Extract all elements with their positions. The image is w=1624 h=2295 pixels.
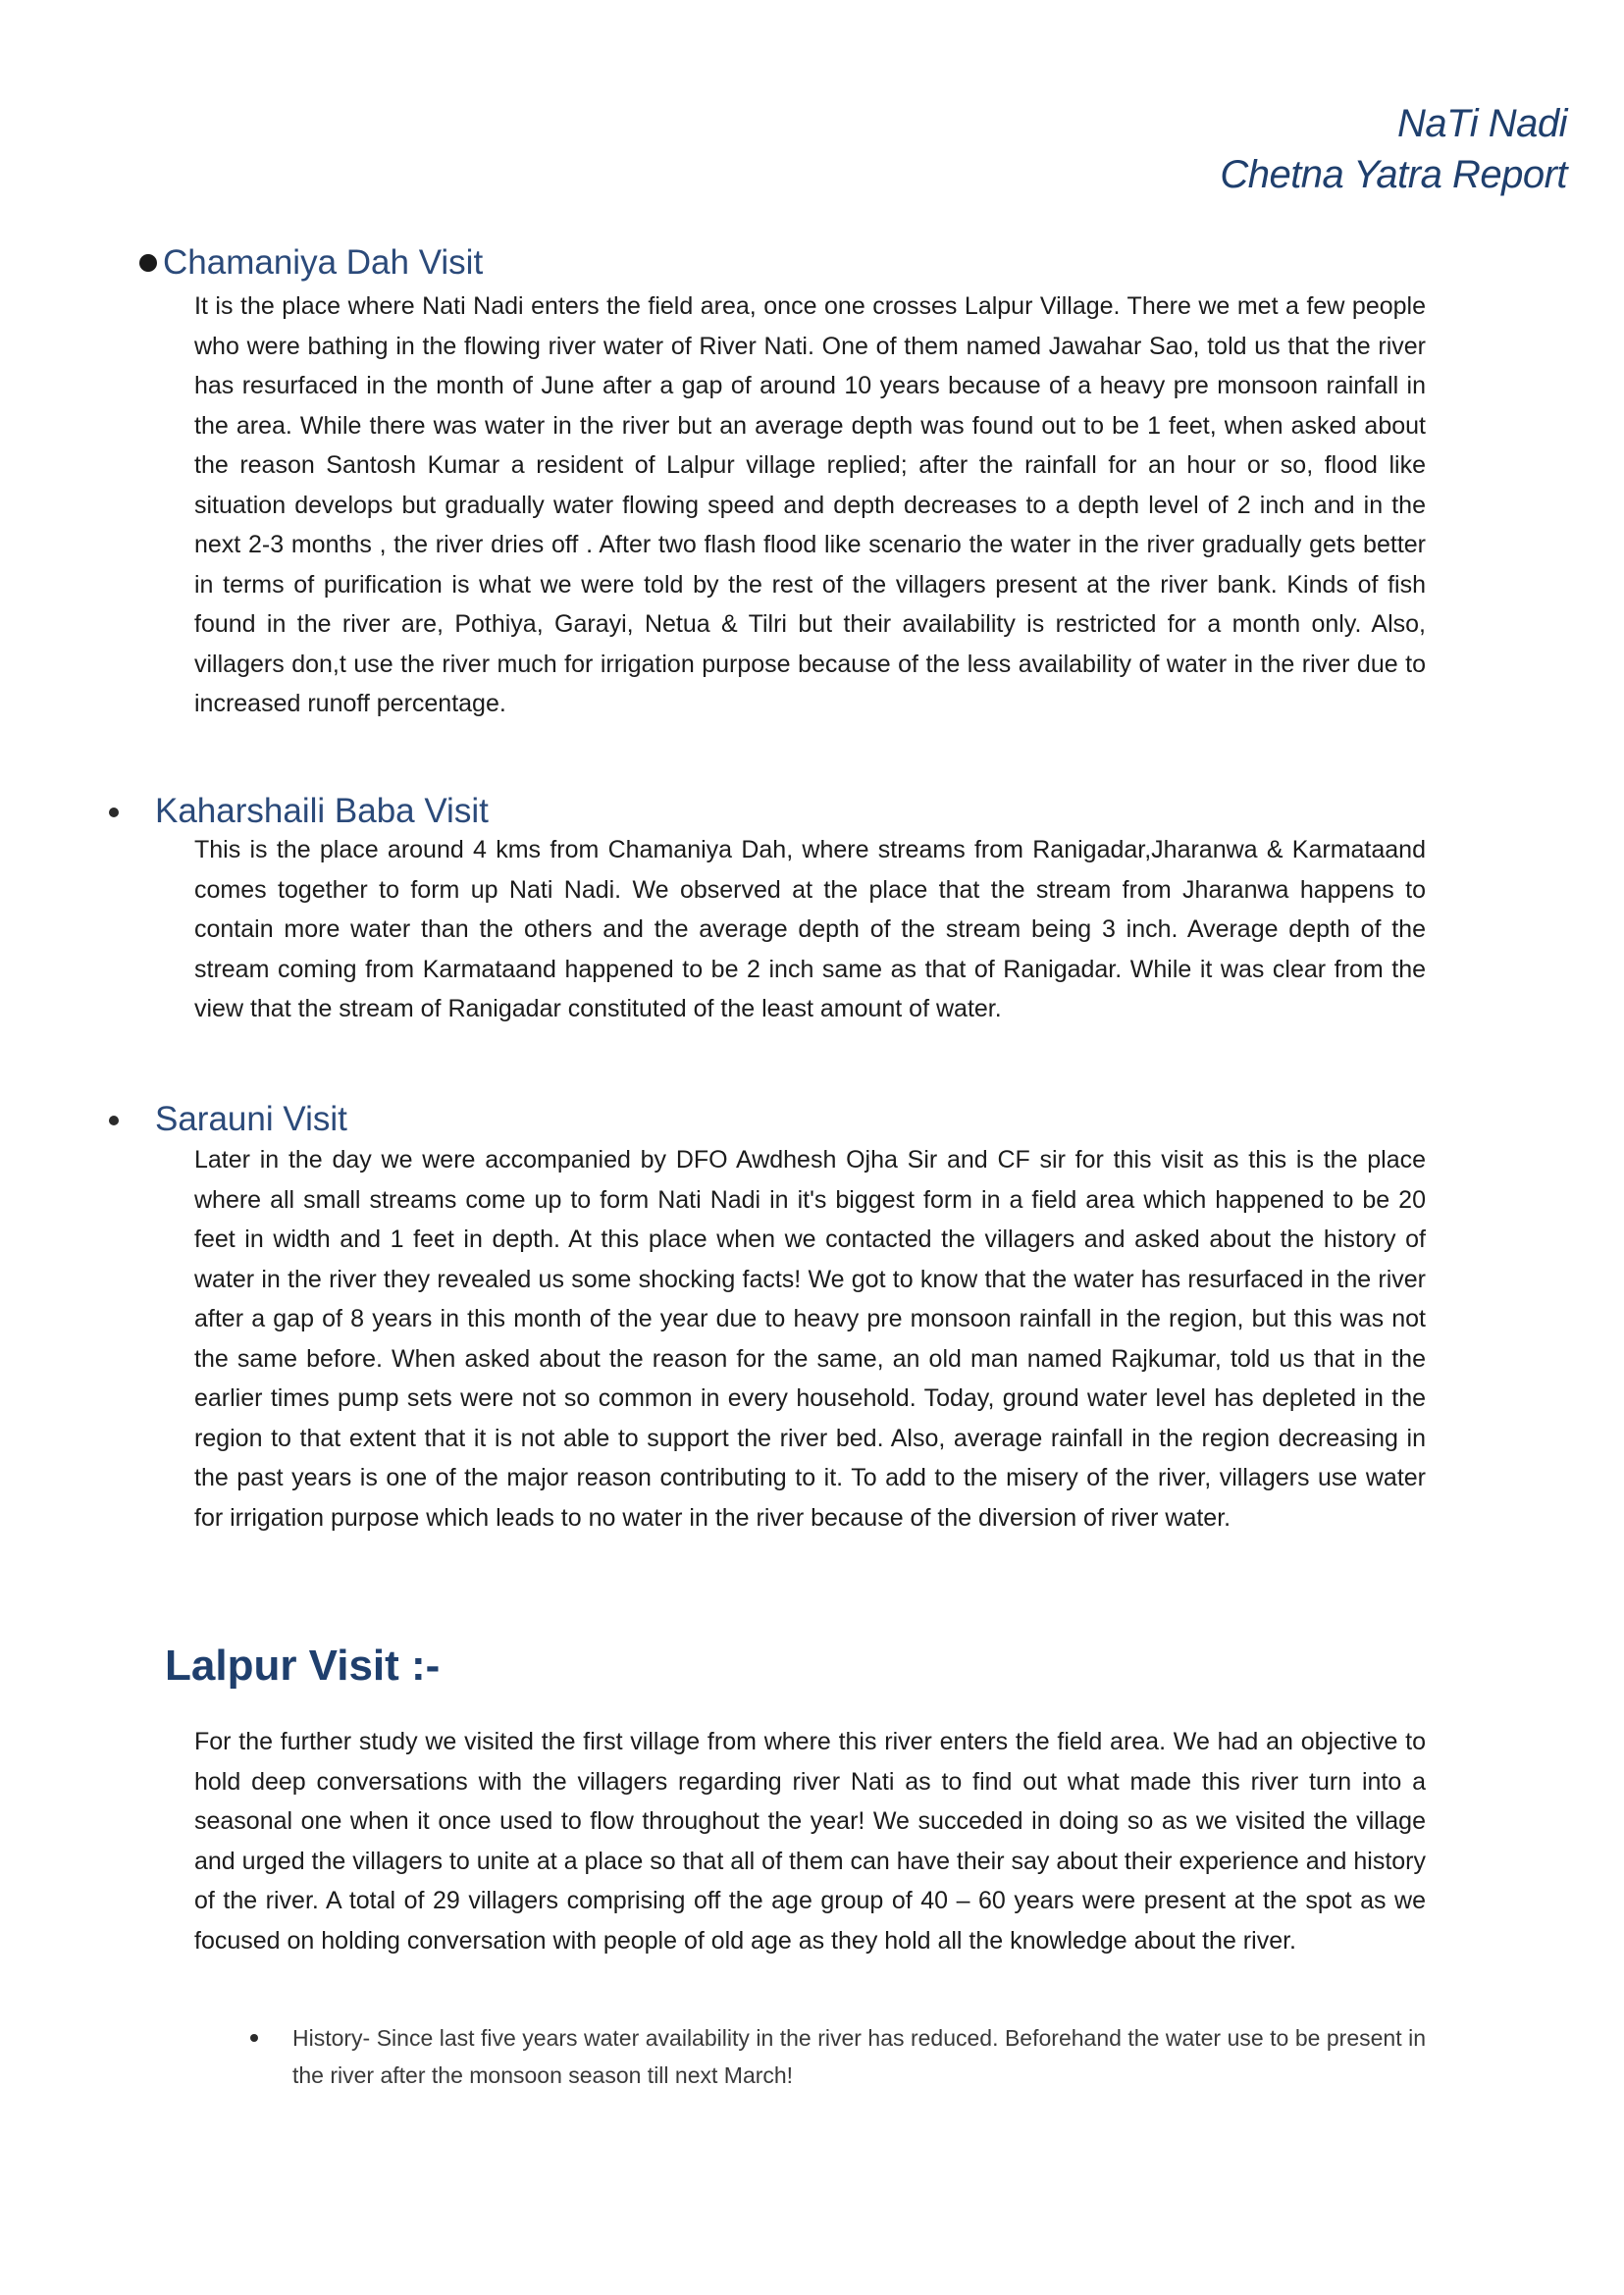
bullet-icon <box>139 254 157 272</box>
section-body-kaharshaili-baba: This is the place around 4 kms from Chamaniya Dah, where streams from Ranigadar,Jharanwa & Karmataand comes together to form up Nati Nadi. We observed at the place that the stream from Jharanwa happens to contain more water than the others and the average depth of the stream being 3 inch. Average depth of the stream coming from Karmataand happened to be 2 inch same as that of Ranigadar. While it was clear from the view that the stream of Ranigadar constituted of the least amount of water. <box>194 836 1426 1022</box>
bullet-icon <box>109 1116 119 1125</box>
report-header <box>1220 98 1567 200</box>
header-title: NaTi Nadi <box>1397 102 1567 145</box>
page-heading-lalpur-visit: Lalpur Visit :- <box>165 1642 441 1690</box>
section-body-sarauni: Later in the day we were accompanied by DFO Awdhesh Ojha Sir and CF sir for this visit as this is the place where all small streams come up to form Nati Nadi in it's biggest form in a field area which happened to be 20 feet in width and 1 feet in depth. At this place when we contacted the villagers and asked about the history of water in the river they revealed us some shocking facts! We got to know that the water has resurfaced in the river after a gap of 8 years in this month of the year due to heavy pre monsoon rainfall in the region, but this was not the same before. When asked about the reason for the same, an old man named Rajkumar, told us that in the earlier times pump sets were not so common in every household. Today, ground water level has depleted in the region to that extent that it is not able to support the river bed. Also, average rainfall in the region decreasing in the past years is one of the major reason contributing to it. To add to the misery of the river, villagers use water for irrigation purpose which leads to no water in the river because of the diversion of river water. <box>194 1146 1426 1532</box>
section-heading-sarauni: Sarauni Visit <box>155 1100 347 1138</box>
section-body-chamaniya-dah: It is the place where Nati Nadi enters the field area, once one crosses Lalpur Village. There we met a few people who were bathing in the flowing river water of River Nati. One of them named Jawahar Sao, told us that the river has resurfaced in the month of June after a gap of around 10 years because of a heavy pre monsoon rainfall in the area. While there was water in the river but an average depth was found out to be 1 feet, when asked about the reason Santosh Kumar a resident of Lalpur village replied; after the rainfall for an hour or so, flood like situation develops but gradually water flowing speed and depth decreases to a depth level of 2 inch and in the next 2-3 months , the river dries off . After two flash flood like scenario the water in the river gradually gets better in terms of purification is what we were told by the rest of the villagers present at the river bank. Kinds of fish found in the river are, Pothiya, Garayi, Netua & Tilri but their availability is restricted for a month only. Also, villagers don,t use the river much for irrigation purpose because of the less availability of water in the river due to increased runoff percentage. <box>194 292 1426 717</box>
bullet-icon <box>250 2034 258 2042</box>
header-subtitle: Chetna Yatra Report <box>1220 153 1567 196</box>
lalpur-bullet-history: History- Since last five years water availability in the river has reduced. Beforehand the water use to be present in the river after the monsoon season till next March! <box>292 2025 1426 2088</box>
section-heading-chamaniya-dah: Chamaniya Dah Visit <box>163 243 484 282</box>
section-heading-kaharshaili-baba: Kaharshaili Baba Visit <box>155 792 489 830</box>
lalpur-body: For the further study we visited the first village from where this river enters the field area. We had an objective to hold deep conversations with the villagers regarding river Nati as to find out what made this river turn into a seasonal one when it once used to flow throughout the year! We succeded in doing so as we visited the village and urged the villagers to unite at a place so that all of them can have their say about their experience and history of the river. A total of 29 villagers comprising off the age group of 40 – 60 years were present at the spot as we focused on holding conversation with people of old age as they hold all the knowledge about the river. <box>194 1728 1426 1955</box>
bullet-icon <box>109 808 119 817</box>
